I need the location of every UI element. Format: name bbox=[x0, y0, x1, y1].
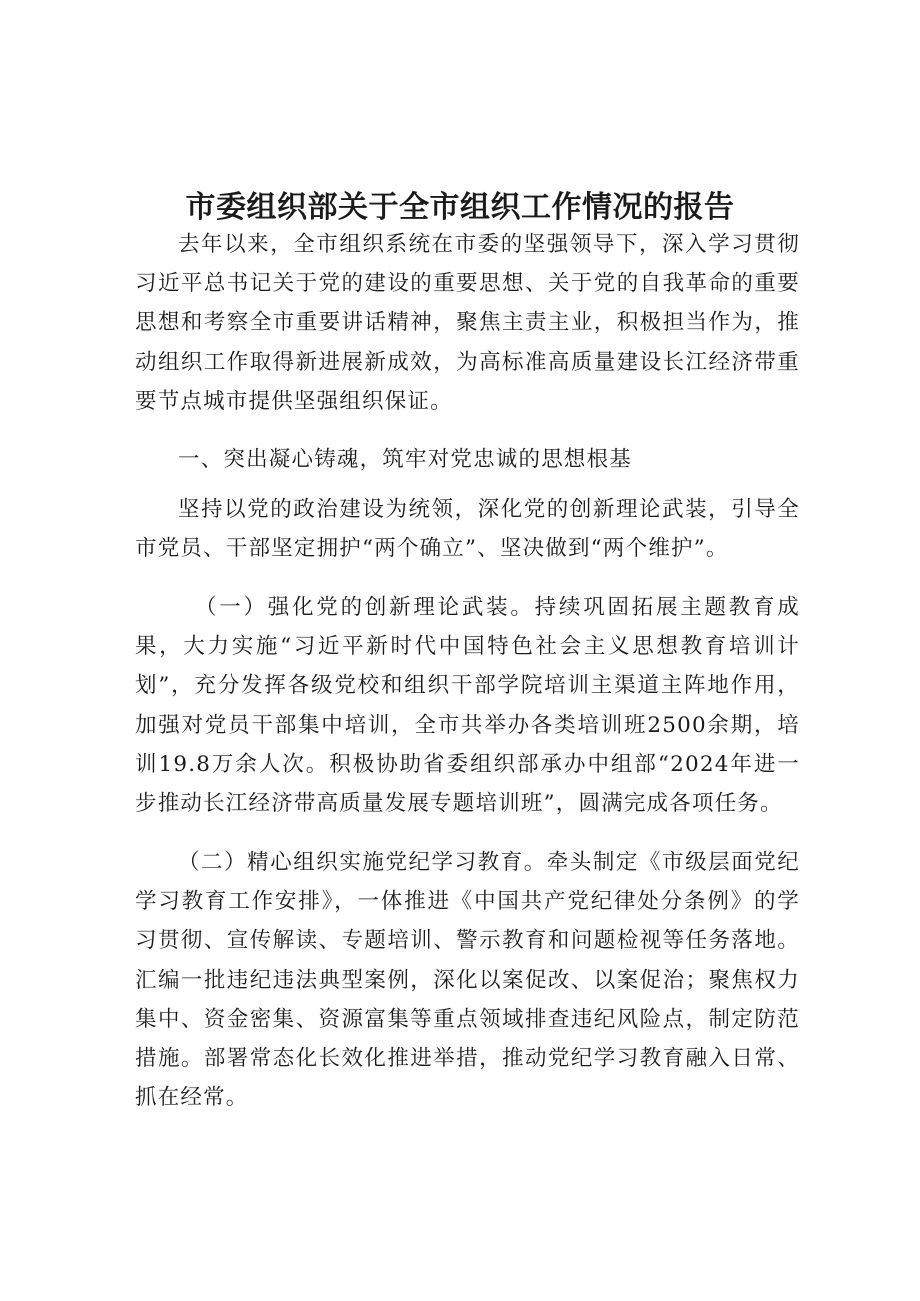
subsection-1-paragraph: （一）强化党的创新理论武装。持续巩固拓展主题教育成果，大力实施“习近平新时代中国特色社会主义思想教育培训计划”，充分发挥各级党校和组织干部学院培训主渠道主阵地作用，加强对党员干部集中培训，全市共举办各类培训班2500余期，培训19.8万余人次。积极协助省委组织部承办中组部“2024年进一步推动长江经济带高质量发展专题培训班”，圆满完成各项任务。 bbox=[135, 595, 800, 817]
section-heading-1: 一、突出凝心铸魂，筑牢对党忠诚的思想根基 bbox=[178, 447, 633, 472]
subsection-2-paragraph: （二）精心组织实施党纪学习教育。牵头制定《市级层面党纪学习教育工作安排》，一体推进《中国共产党纪律处分条例》的学习贯彻、宣传解读、专题培训、警示教育和问题检视等任务落地。汇编一批违纪违法典型案例，深化以案促改、以案促治；聚焦权力集中、资金密集、资源富集等重点领域排查违纪风险点，制定防范措施。部署常态化长效化推进举措，推动党纪学习教育融入日常、抓在经常。 bbox=[135, 850, 800, 1111]
document-title: 市委组织部关于全市组织工作情况的报告 bbox=[185, 190, 735, 226]
section-1-lead-paragraph: 坚持以党的政治建设为统领，深化党的创新理论武装，引导全市党员、干部坚定拥护“两个确立”、坚决做到“两个维护”。 bbox=[135, 497, 800, 562]
intro-paragraph: 去年以来，全市组织系统在市委的坚强领导下，深入学习贯彻习近平总书记关于党的建设的重要思想、关于党的自我革命的重要思想和考察全市重要讲话精神，聚焦主责主业，积极担当作为，推动组织工作取得新进展新成效，为高标准高质量建设长江经济带重要节点城市提供坚强组织保证。 bbox=[135, 232, 800, 414]
